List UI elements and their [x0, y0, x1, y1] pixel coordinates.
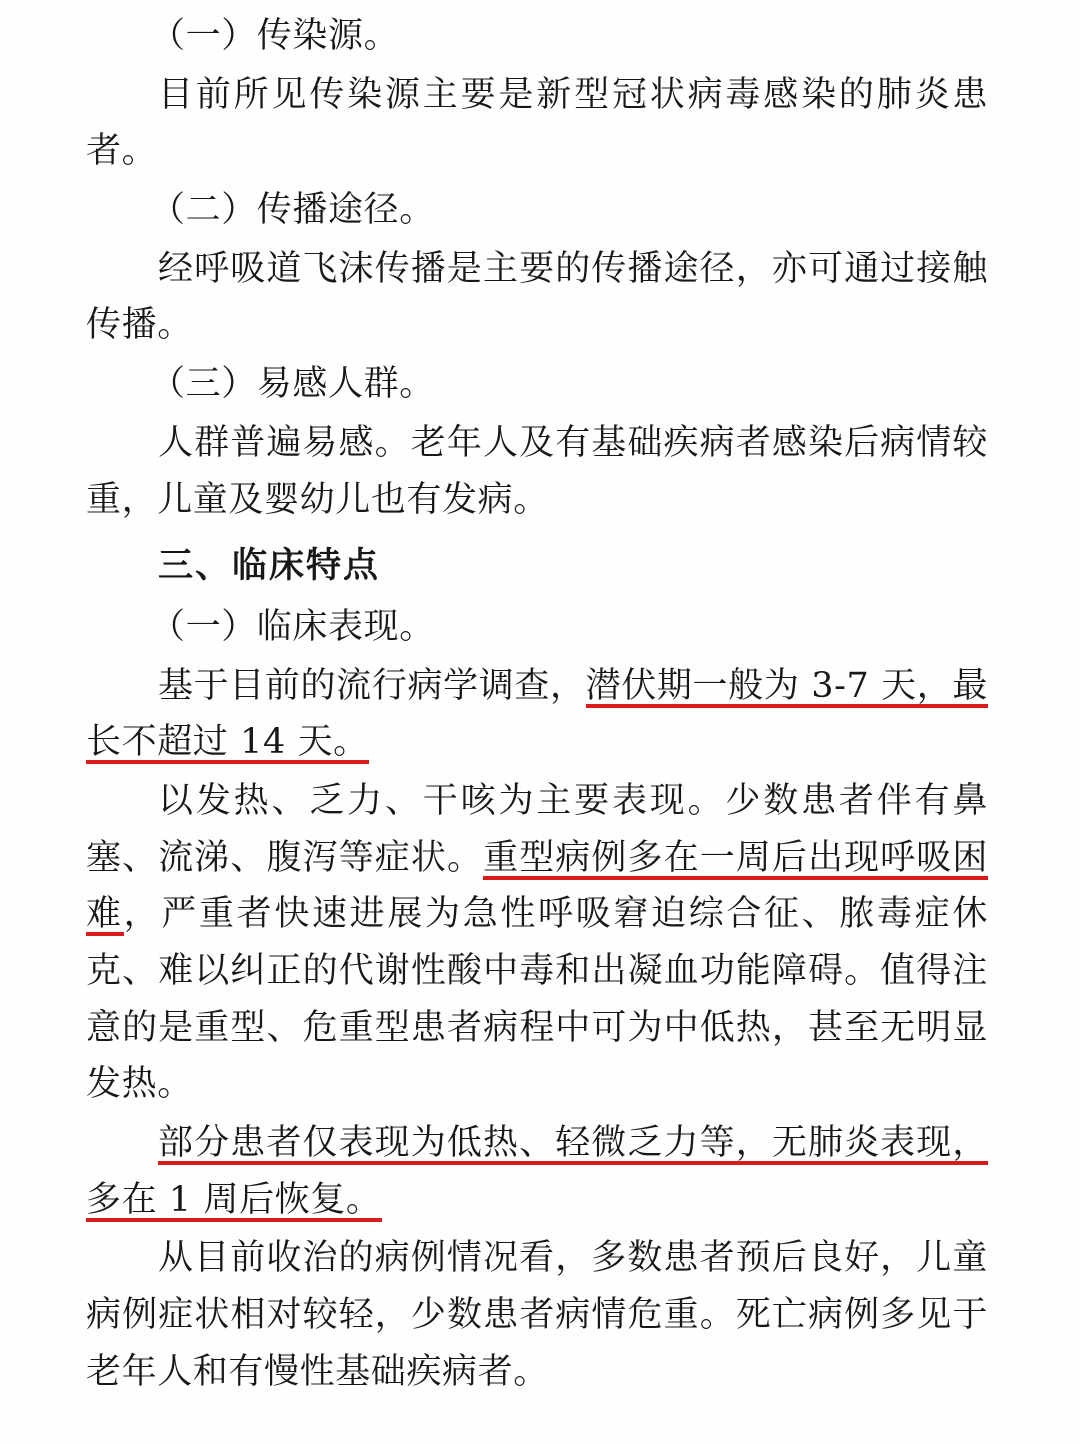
- paragraph-transmission-text: 经呼吸道飞沫传播是主要的传播途径，亦可通过接触传播。: [86, 248, 988, 346]
- red-underline-severe-cases: 重型病例多在一周后出现呼吸困难: [86, 837, 988, 935]
- paragraph-mild-cases: [86, 1115, 988, 1228]
- section-heading-source: （一）传染源。: [150, 16, 400, 56]
- paragraph-susceptible-text: 人群普遍易感。老年人及有基础疾病者感染后病情较重，儿童及婴幼儿也有发病。: [86, 422, 988, 520]
- symptoms-tail-text: ，严重者快速进展为急性呼吸窘迫综合征、脓毒症休克、难以纠正的代谢性酸中毒和出凝血功能障碍。值得注意的是重型、危重型患者病程中可为中低热，甚至无明显发热。: [86, 894, 988, 1105]
- paragraph-source-text: 目前所见传染源主要是新型冠状病毒感染的肺炎患者。: [86, 74, 988, 172]
- paragraph-symptoms: [86, 773, 988, 1113]
- section-heading-clinical-manifestation: （一）临床表现。: [150, 606, 435, 647]
- paragraph-prognosis: 从目前收治的病例情况看，多数患者预后良好，儿童病例症状相对较轻，少数患者病情危重。死亡病例多见于老年人和有慢性基础疾病者。: [86, 1238, 988, 1392]
- red-underline-mild-cases: 部分患者仅表现为低热、轻微乏力等，无肺炎表现，多在 1 周后恢复。: [86, 1123, 988, 1220]
- paragraph-incubation-period: [86, 658, 988, 771]
- section-heading-clinical-features: 三、临床特点: [158, 545, 381, 587]
- section-heading-susceptible: （三）易感人群。: [150, 364, 435, 405]
- red-underline-incubation: 潜伏期一般为 3-7 天，最长不超过 14 天。: [86, 665, 989, 763]
- symptoms-lead-text: 以发热、乏力、干咳为主要表现。少数患者伴有鼻塞、流涕、腹泻等症状。: [86, 780, 988, 878]
- incubation-lead-text: 基于目前的流行病学调查，: [158, 665, 586, 706]
- section-heading-transmission: （二）传播途径。: [150, 190, 435, 231]
